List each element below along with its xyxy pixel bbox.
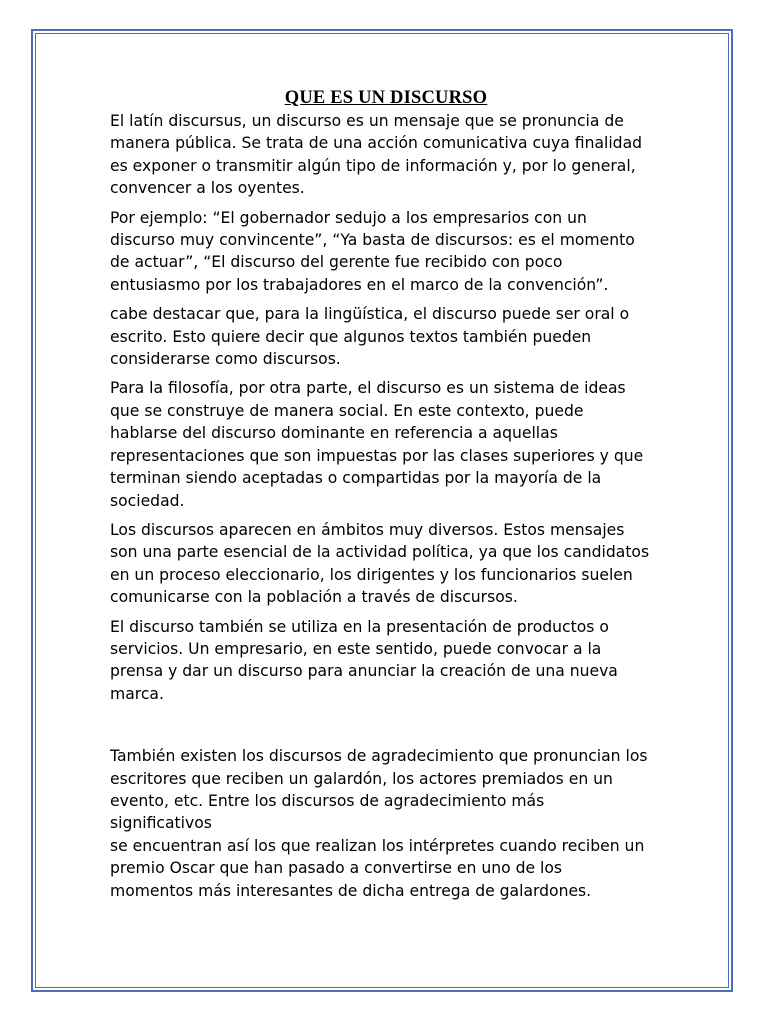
paragraph-products: El discurso también se utiliza en la presentación de productos o servicios. Un empresario, en este sentido, puede convocar a la prensa y dar un discurso para anunciar la creación de una nueva marca. (110, 617, 618, 703)
paragraph-philosophy: Para la filosofía, por otra parte, el discurso es un sistema de ideas que se construye de manera social. En este contexto, puede hablarse del discurso dominante en referencia a aquellas representaciones que son impuestas por las clases superiores y que terminan siendo aceptadas o compartidas por la mayoría de la sociedad. (110, 379, 644, 510)
document-title: QUE ES UN DISCURSO (284, 88, 488, 108)
paragraph-politics: Los discursos aparecen en ámbitos muy diversos. Estos mensajes son una parte esencial de la actividad política, ya que los candidatos en un proceso eleccionario, los dirigentes y los funcionarios suelen comunicarse con la población a través de discursos. (110, 520, 650, 607)
paragraph-gratitude: También existen los discursos de agradecimiento que pronuncian los escritores que reciben un galardón, los actores premiados en un evento, etc. Entre los discursos de agradecimiento más significativos se encuentran así los que realizan los intérpretes cuando reciben un premio Oscar que han pasado a convertirse en uno de los momentos más interesantes de dicha entrega de galardones. (110, 747, 648, 900)
paragraph-definition: El latín discursus, un discurso es un mensaje que se pronuncia de manera pública. Se trata de una acción comunicativa cuya finalidad es exponer o transmitir algún tipo de información y, por lo general, convencer a los oyentes. (110, 112, 643, 198)
paragraph-examples: Por ejemplo: “El gobernador sedujo a los empresarios con un discurso muy convincente”, “Ya basta de discursos: es el momento de actuar”, “El discurso del gerente fue recibido con poco entusiasmo por los trabajadores en el marco de la convención”. (110, 208, 635, 294)
paragraph-linguistics: cabe destacar que, para la lingüística, el discurso puede ser oral o escrito. Esto quiere decir que algunos textos también pueden considerarse como discursos. (110, 305, 630, 369)
document-body (110, 86, 650, 909)
